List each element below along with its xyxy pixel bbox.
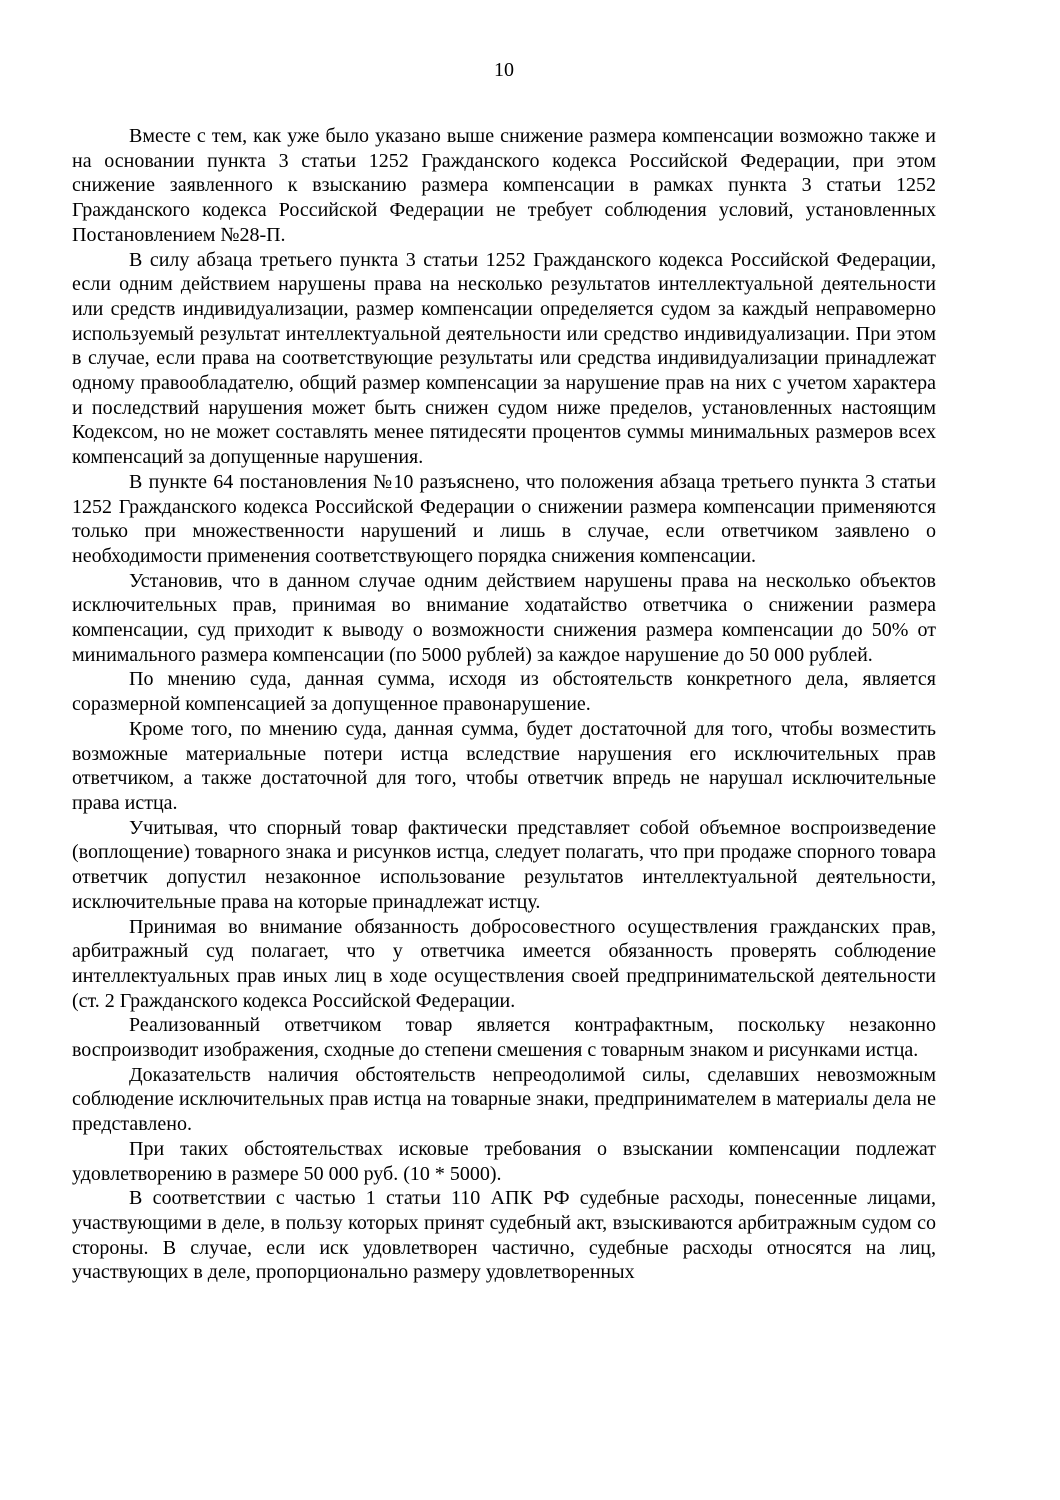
paragraph: Принимая во внимание обязанность добросовестного осуществления гражданских прав, арбитражный суд полагает, что у ответчика имеется обязанность проверять соблюдение интеллектуальных прав иных лиц в ходе осуществления своей предпринимательской деятельности (ст. 2 Гражданского кодекса Российской Федерации.: [72, 915, 936, 1012]
paragraph: При таких обстоятельствах исковые требования о взыскании компенсации подлежат удовлетворению в размере 50 000 руб. (10 * 5000).: [72, 1137, 936, 1185]
paragraph: Установив, что в данном случае одним действием нарушены права на несколько объектов исключительных прав, принимая во внимание ходатайство ответчика о снижении размера компенсации, суд приходит к выводу о возможности снижения размера компенсации до 50% от минимального размера компенсации (по 5000 рублей) за каждое нарушение до 50 000 рублей.: [72, 569, 936, 666]
paragraph: Вместе с тем, как уже было указано выше снижение размера компенсации возможно также и на основании пункта 3 статьи 1252 Гражданского кодекса Российской Федерации, при этом снижение заявленного к взысканию размера компенсации в рамках пункта 3 статьи 1252 Гражданского кодекса Российской Федерации не требует соблюдения условий, установленных Постановлением №28-П.: [72, 125, 936, 246]
paragraph: В силу абзаца третьего пункта 3 статьи 1252 Гражданского кодекса Российской Федерации, если одним действием нарушены права на несколько результатов интеллектуальной деятельности или средств индивидуализации, размер компенсации определяется судом за каждый неправомерно используемый результат интеллектуальной деятельности или средство индивидуализации. При этом в случае, если права на соответствующие результаты или средства индивидуализации принадлежат одному правообладателю, общий размер компенсации за нарушение прав на них с учетом характера и последствий нарушения может быть снижен судом ниже пределов, установленных настоящим Кодексом, но не может составлять менее пятидесяти процентов суммы минимальных размеров всех компенсаций за допущенные нарушения.: [72, 248, 936, 469]
paragraph: Доказательств наличия обстоятельств непреодолимой силы, сделавших невозможным соблюдение исключительных прав истца на товарные знаки, предпринимателем в материалы дела не представлено.: [72, 1063, 936, 1136]
page-number: 10: [494, 59, 514, 81]
document-body: [72, 124, 936, 1285]
paragraph: Реализованный ответчиком товар является контрафактным, поскольку незаконно воспроизводит изображения, сходные до степени смешения с товарным знаком и рисунками истца.: [72, 1014, 936, 1062]
paragraph: В пункте 64 постановления №10 разъяснено, что положения абзаца третьего пункта 3 статьи 1252 Гражданского кодекса Российской Федерации о снижении размера компенсации применяются только при множественности нарушений и лишь в случае, если ответчиком заявлено о необходимости применения соответствующего порядка снижения компенсации.: [72, 470, 936, 567]
paragraph: Учитывая, что спорный товар фактически представляет собой объемное воспроизведение (воплощение) товарного знака и рисунков истца, следует полагать, что при продаже спорного товара ответчик допустил незаконное использование результатов интеллектуальной деятельности, исключительные права на которые принадлежат истцу.: [72, 816, 936, 913]
paragraph: В соответствии с частью 1 статьи 110 АПК РФ судебные расходы, понесенные лицами, участвующими в деле, в пользу которых принят судебный акт, взыскиваются арбитражным судом со стороны. В случае, если иск удовлетворен частично, судебные расходы относятся на лиц, участвующих в деле, пропорционально размеру удовлетворенных: [72, 1187, 936, 1284]
paragraph: Кроме того, по мнению суда, данная сумма, будет достаточной для того, чтобы возместить возможные материальные потери истца вследствие нарушения его исключительных прав ответчиком, а также достаточной для того, чтобы ответчик впредь не нарушал исключительные права истца.: [72, 717, 936, 814]
paragraph: По мнению суда, данная сумма, исходя из обстоятельств конкретного дела, является соразмерной компенсацией за допущенное правонарушение.: [72, 668, 936, 716]
